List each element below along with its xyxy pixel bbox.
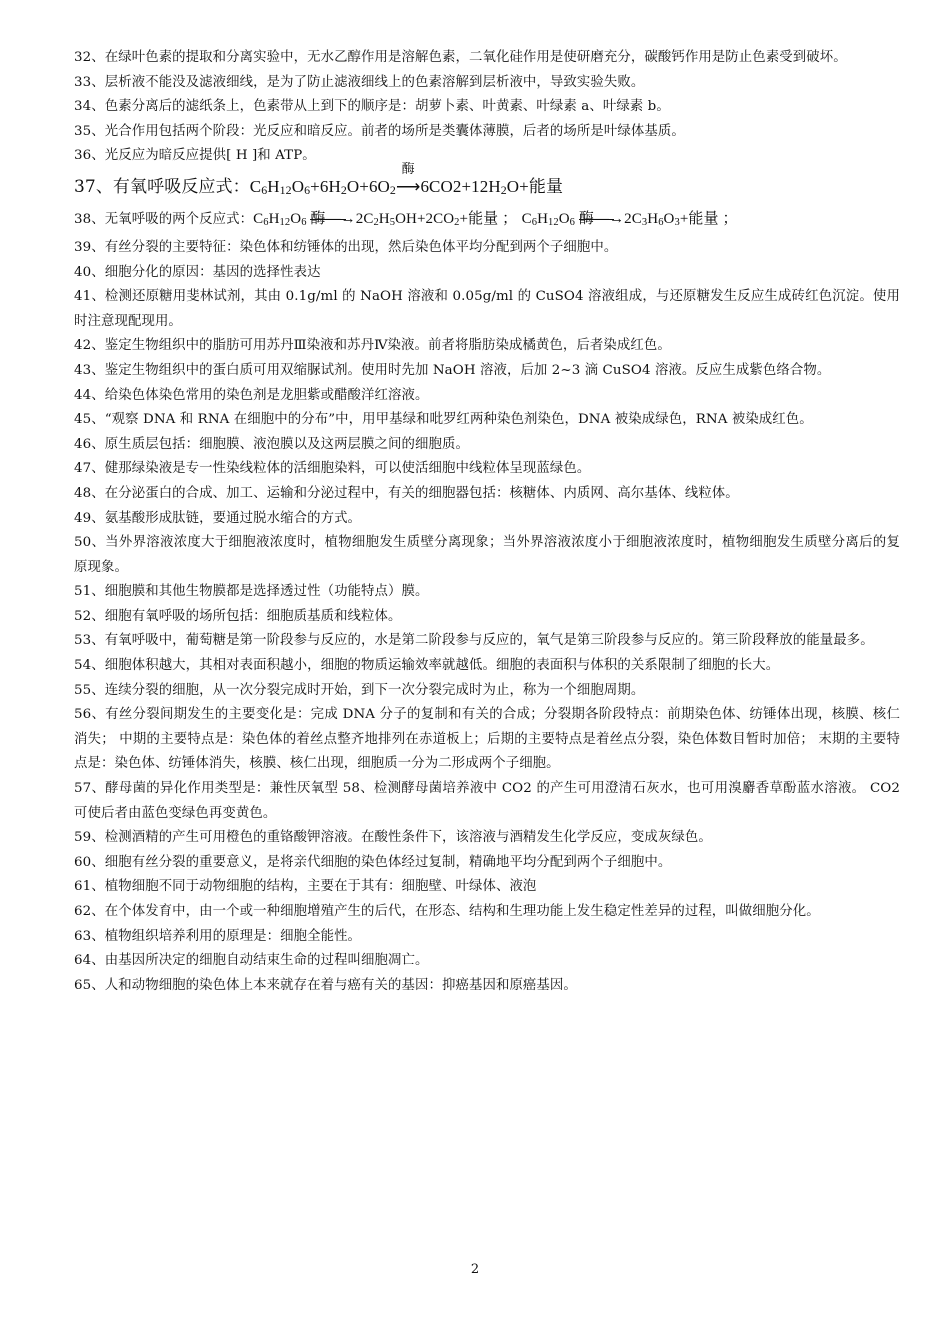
eq38-formula-1: $C_6H_{12}O_6$ 酶—→ $2C_2H_5OH+2CO_2+$能量 ； (253, 211, 517, 227)
item-50: 50、当外界溶液浓度大于细胞液浓度时，植物细胞发生质壁分离现象；当外界溶液浓度小于细胞液浓度时，植物细胞发生质壁分离后的复原现象。 (74, 535, 900, 575)
item-37-aerobic-equation (74, 160, 900, 202)
item-55: 55、连续分裂的细胞，从一次分裂完成时开始，到下一次分裂完成时为止，称为一个细胞周期。 (74, 682, 645, 698)
eq38-enzyme-arrow-1: 酶—→ (310, 210, 356, 227)
item-65: 65、人和动物细胞的染色体上本来就存在着与癌有关的基因：抑癌基因和原癌基因。 (74, 977, 577, 993)
item-51: 51、细胞膜和其他生物膜都是选择透过性（功能特点）膜。 (74, 584, 429, 600)
item-46: 46、原生质层包括：细胞膜、液泡膜以及这两层膜之间的细胞质。 (74, 436, 469, 452)
item-40: 40、细胞分化的原因：基因的选择性表达 (74, 264, 321, 280)
eq38-enzyme-arrow-2: 酶—→ (578, 210, 625, 227)
item-33: 33、层析液不能没及滤液细线，是为了防止滤液细线上的色素溶解到层析液中，导致实验失败。 (74, 74, 645, 90)
eq37-prefix: 37、有氧呼吸反应式： (74, 176, 250, 197)
item-48: 48、在分泌蛋白的合成、加工、运输和分泌过程中，有关的细胞器包括：核糖体、内质网、高尔基体、线粒体。 (74, 485, 739, 501)
item-43: 43、鉴定生物组织中的蛋白质可用双缩脲试剂。使用时先加 NaOH 溶液，后加 2~3 滴 CuSO4 溶液。反应生成紫色络合物。 (74, 362, 831, 378)
item-60: 60、细胞有丝分裂的重要意义，是将亲代细胞的染色体经过复制，精确地平均分配到两个子细胞中。 (74, 854, 672, 870)
item-35: 35、光合作用包括两个阶段：光反应和暗反应。前者的场所是类囊体薄膜，后者的场所是叶绿体基质。 (74, 123, 685, 139)
page-number: 2 (470, 1262, 480, 1277)
item-62: 62、在个体发育中，由一个或一种细胞增殖产生的后代，在形态、结构和生理功能上发生稳定性差异的过程，叫做细胞分化。 (74, 904, 820, 919)
item-63: 63、植物组织培养利用的原理是：细胞全能性。 (74, 928, 362, 944)
item-52: 52、细胞有氧呼吸的场所包括：细胞质基质和线粒体。 (74, 608, 402, 624)
item-64: 64、由基因所决定的细胞自动结束生命的过程叫细胞凋亡。 (74, 953, 429, 969)
item-36: 36、光反应为暗反应提供[ H ]和 ATP。 (74, 148, 316, 164)
item-38-anaerobic-equations (74, 206, 900, 236)
document-body (74, 46, 900, 998)
item-41: 41、检测还原糖用斐林试剂，其由 0.1g/ml 的 NaOH 溶液和 0.05g/ml 的 CuSO4 溶液组成，与还原糖发生反应生成砖红色沉淀。使用时注意现配现用。 (74, 289, 900, 329)
eq38-formula-2: $C_6H_{12}O_6$ 酶—→ $2C_3H_6O_3+$能量 ； (522, 211, 738, 227)
item-42: 42、鉴定生物组织中的脂肪可用苏丹Ⅲ染液和苏丹Ⅳ染液。前者将脂肪染成橘黄色，后者染成红色。 (74, 338, 671, 354)
item-49: 49、氨基酸形成肽链，要通过脱水缩合的方式。 (74, 510, 362, 526)
item-45: 45、“观察 DNA 和 RNA 在细胞中的分布”中，用甲基绿和吡罗红两种染色剂染色，DNA 被染成绿色，RNA 被染成红色。 (74, 412, 813, 428)
item-34: 34、色素分离后的滤纸条上，色素带从上到下的顺序是：胡萝卜素、叶黄素、叶绿素 a、叶绿素 b。 (74, 99, 670, 115)
item-39: 39、有丝分裂的主要特征：染色体和纺锤体的出现，然后染色体平均分配到两个子细胞中。 (74, 239, 618, 255)
item-53: 53、有氧呼吸中，葡萄糖是第一阶段参与反应的，水是第二阶段参与反应的，氧气是第三阶段参与反应的。第三阶段释放的能量最多。 (74, 633, 874, 649)
item-56: 56、有丝分裂间期发生的主要变化是：完成 DNA 分子的复制和有关的合成；分裂期各阶段特点：前期染色体、纺锤体出现，核膜、核仁消失； 中期的主要特点是：染色体的着丝点整齐地排列在赤道板上；后期的主要特点是着丝点分裂，染色体数目暂时加倍； 末期的主要特点是：染色体、纺锤体消失，核膜、核仁出现，细胞质一分为二形成两个子细胞。 (74, 707, 900, 772)
eq37-enzyme-label: 酶 (401, 160, 415, 176)
eq37-enzyme-arrow: 酶 ⟶ (396, 175, 420, 199)
item-59: 59、检测酒精的产生可用橙色的重铬酸钾溶液。在酸性条件下，该溶液与酒精发生化学反应，变成灰绿色。 (74, 830, 712, 846)
eq38-prefix: 38、无氧呼吸的两个反应式： (74, 211, 254, 227)
item-47: 47、健那绿染液是专一性染线粒体的活细胞染料，可以使活细胞中线粒体呈现蓝绿色。 (74, 461, 591, 477)
eq37-formula: $C_6H_{12}O_6+6H_2O+6O_2$ 酶 $⟶6CO2+12H_2O+$能量 (250, 175, 563, 202)
item-57: 57、酵母菌的异化作用类型是：兼性厌氧型 58、检测酵母菌培养液中 CO2 的产生可用澄清石灰水，也可用溴麝香草酚蓝水溶液。 CO2 可使后者由蓝色变绿色再变黄色。 (74, 781, 900, 821)
item-32: 32、在绿叶色素的提取和分离实验中，无水乙醇作用是溶解色素，二氧化硅作用是使研磨充分，碳酸钙作用是防止色素受到破坏。 (74, 50, 847, 65)
item-44: 44、给染色体染色常用的染色剂是龙胆紫或醋酸洋红溶液。 (74, 387, 429, 403)
item-61: 61、植物细胞不同于动物细胞的结构，主要在于其有：细胞壁、叶绿体、液泡 (74, 879, 537, 895)
item-54: 54、细胞体积越大，其相对表面积越小，细胞的物质运输效率就越低。细胞的表面积与体积的关系限制了细胞的长大。 (74, 658, 780, 674)
